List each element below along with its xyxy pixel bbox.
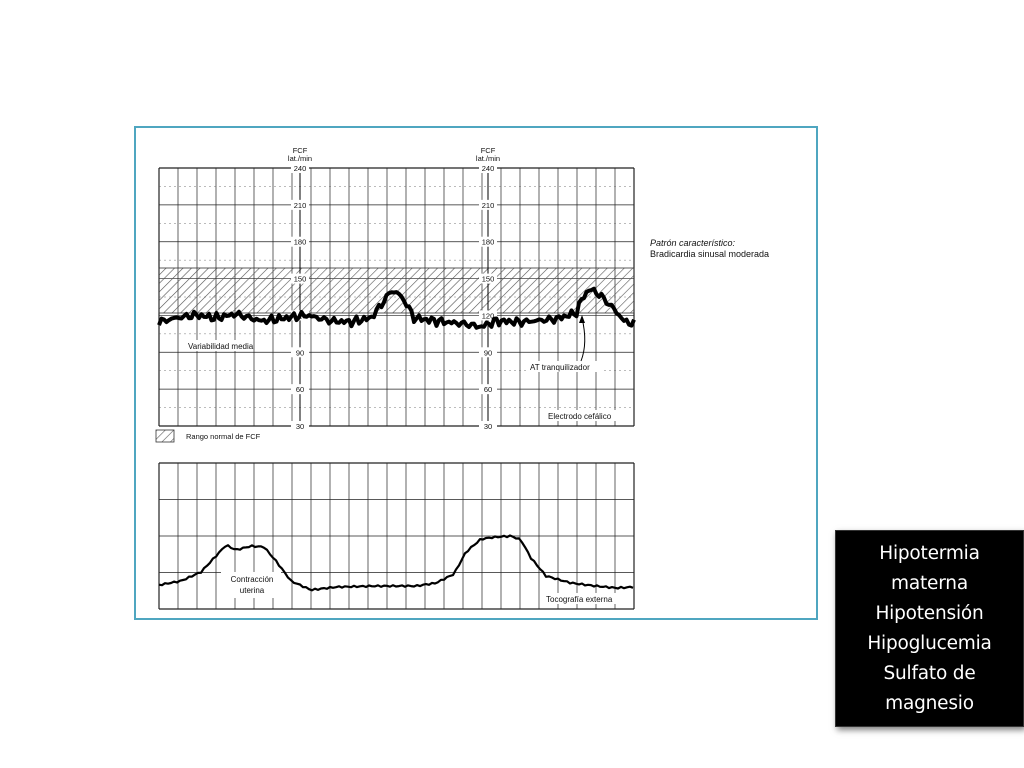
axis-unit-left: lat./min xyxy=(287,154,313,163)
tranquilizer-label: AT tranquilizador xyxy=(530,363,590,372)
axis-unit-right: lat./min xyxy=(475,154,501,163)
causes-note-box xyxy=(835,530,1024,727)
fhr-tick-label: 60 xyxy=(295,385,305,395)
contraction-label-line2: uterina xyxy=(239,586,265,595)
axis-title-right: FCF xyxy=(480,146,496,155)
electrode-label: Electrodo cefálico xyxy=(548,412,612,421)
note-line: magnesio xyxy=(885,692,974,714)
fhr-tick-label: 150 xyxy=(481,274,495,284)
note-line: Sulfato de xyxy=(883,662,976,684)
note-line: Hipotermia xyxy=(879,542,980,564)
fetal-monitoring-figure xyxy=(134,126,818,620)
fhr-tick-label: 180 xyxy=(293,237,307,247)
note-line: Hipoglucemia xyxy=(867,632,992,654)
fhr-tick-label: 90 xyxy=(483,348,493,358)
fhr-tick-label: 240 xyxy=(481,164,495,173)
pattern-title: Patrón característico: xyxy=(650,238,736,248)
fhr-tick-label: 30 xyxy=(295,422,305,431)
note-line: Hipotensión xyxy=(875,602,984,624)
variability-label: Variabilidad media xyxy=(188,342,254,351)
note-line: materna xyxy=(891,572,968,594)
legend-label: Rango normal de FCF xyxy=(186,432,261,441)
fhr-tick-label: 90 xyxy=(295,348,305,358)
fhr-tick-label: 120 xyxy=(293,311,307,321)
fhr-tick-label: 150 xyxy=(293,274,307,284)
fhr-tick-label: 240 xyxy=(293,164,307,173)
toco-label: Tocografía externa xyxy=(546,595,613,604)
tranquilizer-arrow xyxy=(581,318,585,361)
fhr-tick-label: 180 xyxy=(481,237,495,247)
fhr-tick-label: 30 xyxy=(483,422,493,431)
fhr-tick-label: 120 xyxy=(481,311,495,321)
tranquilizer-arrowhead xyxy=(579,315,585,323)
ctg-diagram xyxy=(136,128,820,622)
axis-title-left: FCF xyxy=(292,146,308,155)
legend-hatch-swatch xyxy=(156,430,174,442)
pattern-description: Bradicardia sinusal moderada xyxy=(650,249,770,259)
fhr-tick-label: 210 xyxy=(481,200,495,210)
fhr-tick-label: 210 xyxy=(293,200,307,210)
contraction-label-line1: Contracción xyxy=(230,575,274,584)
fhr-tick-label: 60 xyxy=(483,385,493,395)
